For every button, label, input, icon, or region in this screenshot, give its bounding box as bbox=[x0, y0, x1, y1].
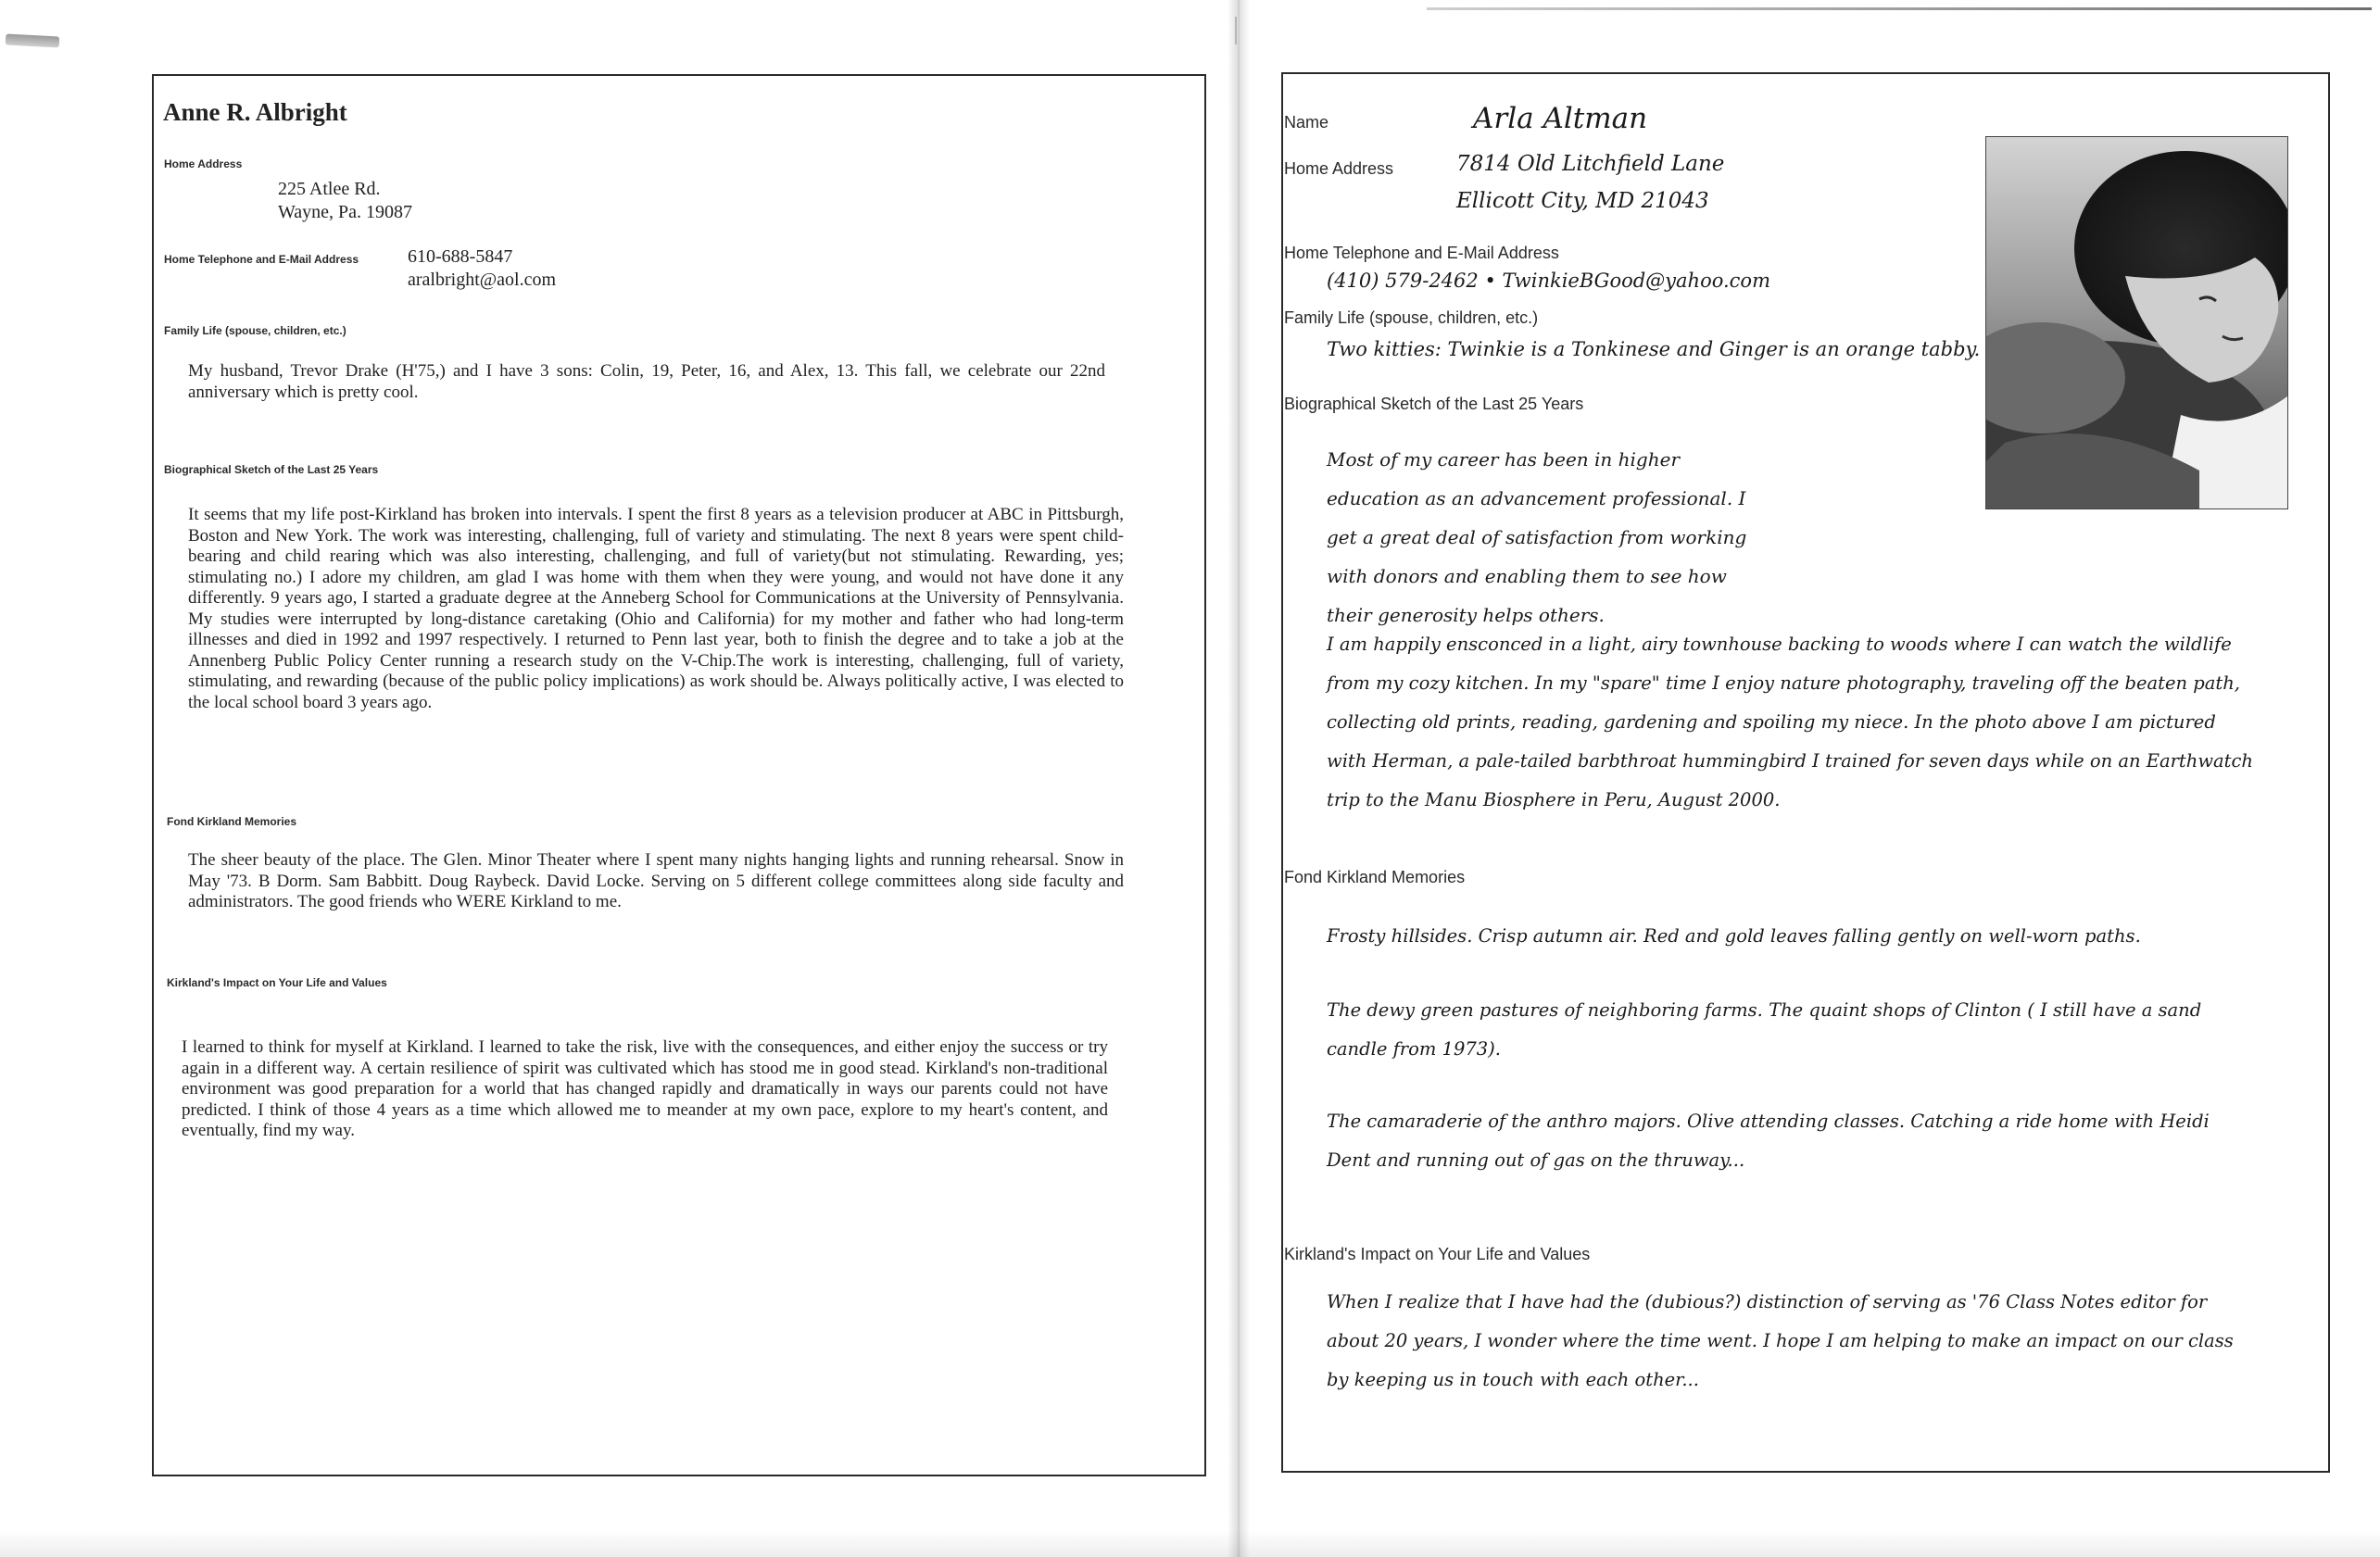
right-phone-email-value: (410) 579-2462 • TwinkieBGood@yahoo.com bbox=[1327, 270, 1770, 292]
right-memories-2: The dewy green pastures of neighboring farms. The quaint shops of Clinton ( I still have a sand candle from 1973). bbox=[1327, 999, 2202, 1060]
right-memories-3: The camaraderie of the anthro majors. Olive attending classes. Catching a ride home with Heidi Dent and running out of gas on the thruway... bbox=[1327, 1111, 2210, 1171]
right-phone-email-label: Home Telephone and E-Mail Address bbox=[1284, 244, 1559, 262]
left-address-line1: 225 Atlee Rd. bbox=[278, 179, 381, 199]
left-impact-text: I learned to think for myself at Kirkland. I learned to take the risk, live with the consequences, and either enjoy the success or try again in a different way. A certain resilience of spirit was cultivated which has stood me in good stead. Kirkland's non-traditional environment was good preparation for a world that has changed rapidly and dramatically in ways our parents could not have predicted. I think of those 4 years as a time which allowed me to meander at my own pace, explore to my heart's content, and eventually, find my way. bbox=[182, 1037, 1108, 1140]
bottom-edge-shadow bbox=[0, 1530, 2380, 1557]
left-family-label: Family Life (spouse, children, etc.) bbox=[164, 324, 346, 337]
right-name-value: Arla Altman bbox=[1473, 102, 1648, 135]
right-bio-label: Biographical Sketch of the Last 25 Years bbox=[1284, 395, 1584, 413]
right-bio-text-2: I am happily ensconced in a light, airy townhouse backing to woods where I can watch the wildlife from my cozy kitchen. In my "spare" time I enjoy nature photography, traveling off the beaten path, collecting old prints, reading, gardening and spoiling my niece. In the photo above I am pictured with Herman, a pale-tailed barbthroat hummingbird I trained for seven days while on an Earthwatch trip to the Manu Biosphere in Peru, August 2000. bbox=[1327, 634, 2253, 810]
profile-photo-image bbox=[1986, 137, 2287, 509]
right-family-text: Two kitties: Twinkie is a Tonkinese and Ginger is an orange tabby. bbox=[1327, 338, 1981, 360]
right-memories-1: Frosty hillsides. Crisp autumn air. Red and gold leaves falling gently on well-worn paths. bbox=[1327, 925, 2141, 947]
left-address-line2: Wayne, Pa. 19087 bbox=[278, 202, 413, 222]
right-memories-label: Fond Kirkland Memories bbox=[1284, 868, 1466, 886]
right-impact-label: Kirkland's Impact on Your Life and Values bbox=[1284, 1245, 1591, 1263]
right-family-label: Family Life (spouse, children, etc.) bbox=[1284, 308, 1539, 327]
left-bio-text: It seems that my life post-Kirkland has broken into intervals. I spent the first 8 years as a television producer at ABC in Pittsburgh, Boston and New York. The work was interesting, challenging, full of variety and stimulating. The next 8 years were spent child-bearing and child rearing which was also interesting, challenging, and full of variety(but not stimulating. Rewarding, yes; stimulating no.) I adore my children, am glad I was home with them when they were young, and would not have done it any differently. 9 years ago, I started a graduate degree at the Anneberg School for Communications at the University of Pennsylvania. My studies were interrupted by long-distance caretaking (Ohio and California) for my mother and father who had long-term illnesses and died in 1992 and 1997 respectively. I returned to Penn last year, both to finish the degree and to take a job at the Annenberg Public Policy Center running a research study on the V-Chip.The work is interesting, challenging, full of variety, stimulating, and rewarding (because of the public policy implications) as work should be. Always politically active, I was elected to the local school board 3 years ago. bbox=[188, 505, 1124, 712]
right-address-line2: Ellicott City, MD 21043 bbox=[1456, 189, 1709, 213]
right-name-label: Name bbox=[1284, 113, 1329, 132]
left-memories-text: The sheer beauty of the place. The Glen. Minor Theater where I spent many nights hanging lights and running rehearsal. Snow in May '73. B Dorm. Sam Babbitt. Doug Raybeck. David Locke. Serving on 5 different college committees along side faculty and administrators. The good friends who WERE Kirkland to me. bbox=[188, 850, 1124, 911]
left-name-heading: Anne R. Albright bbox=[163, 98, 347, 126]
left-memories-label: Fond Kirkland Memories bbox=[167, 815, 297, 828]
book-spine bbox=[1228, 0, 1250, 1557]
page-tick bbox=[1235, 17, 1237, 44]
left-home-address-label: Home Address bbox=[164, 157, 243, 170]
left-form-frame bbox=[152, 74, 1206, 1476]
top-rule bbox=[1427, 7, 2372, 10]
left-bio-label: Biographical Sketch of the Last 25 Years bbox=[164, 463, 379, 476]
left-phone-email-label: Home Telephone and E-Mail Address bbox=[164, 253, 359, 266]
right-impact-text: When I realize that I have had the (dubious?) distinction of serving as '76 Class Notes editor for about 20 years, I wonder where the time went. I hope I am helping to make an impact on our class by keeping us in touch with each other... bbox=[1327, 1291, 2234, 1390]
left-family-text: My husband, Trevor Drake (H'75,) and I have 3 sons: Colin, 19, Peter, 16, and Alex, 13. This fall, we celebrate our 22nd anniversary which is pretty cool. bbox=[188, 361, 1105, 402]
left-phone: 610-688-5847 bbox=[408, 246, 513, 267]
right-address-line1: 7814 Old Litchfield Lane bbox=[1456, 152, 1725, 176]
left-impact-label: Kirkland's Impact on Your Life and Values bbox=[167, 976, 387, 989]
right-home-address-label: Home Address bbox=[1284, 159, 1394, 178]
profile-photo bbox=[1985, 136, 2288, 509]
left-email: aralbright@aol.com bbox=[408, 270, 557, 290]
right-bio-text-1: Most of my career has been in higher education as an advancement professional. I get a great deal of satisfaction from working with donors and enabling them to see how their generosity helps others. bbox=[1327, 448, 1747, 626]
